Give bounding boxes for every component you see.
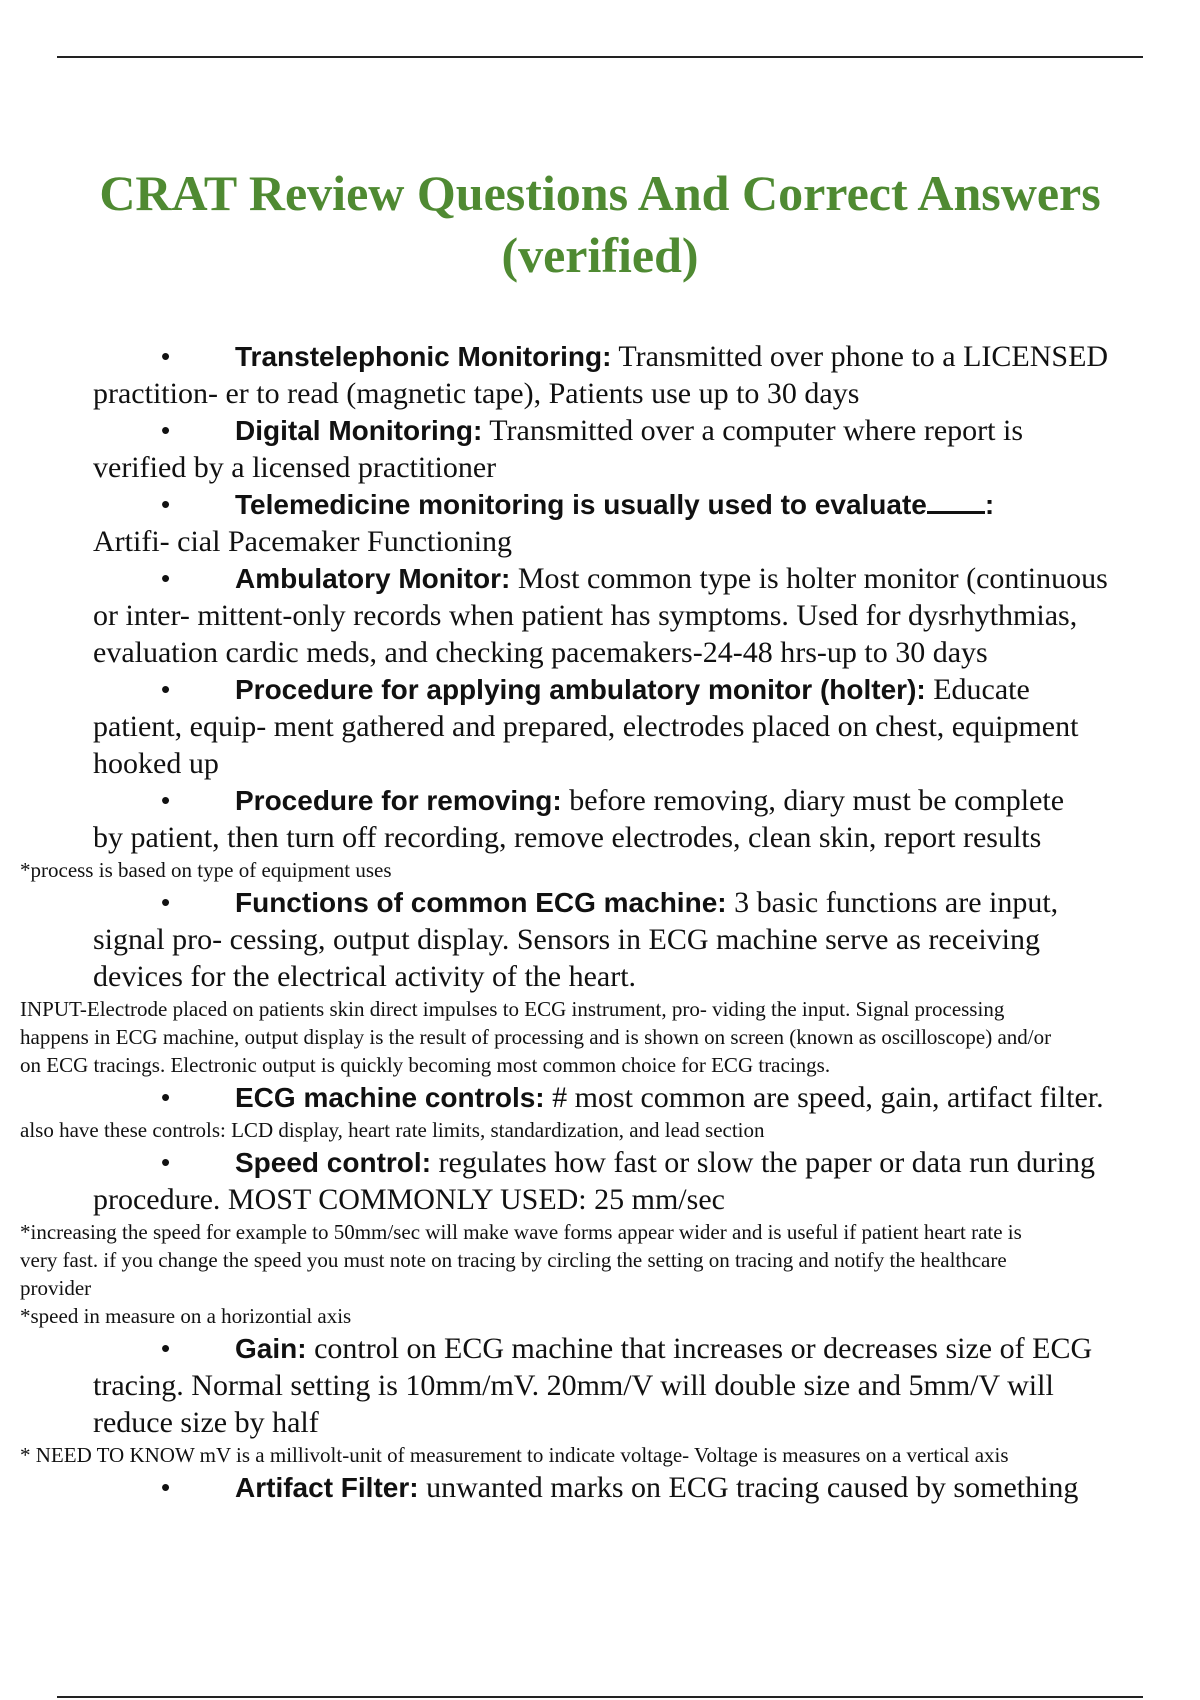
item-lead-line [0, 486, 1200, 523]
document-body [0, 338, 1200, 1506]
item-continuation: procedure. MOST COMMONLY USED: 25 mm/sec [93, 1183, 725, 1216]
item-continuation: hooked up [93, 747, 219, 780]
list-item [0, 1469, 1200, 1506]
item-lead-line [0, 782, 1200, 819]
item-note: *speed in measure on a horizontial axis [20, 1304, 352, 1328]
item-term: Ambulatory Monitor: [235, 563, 511, 594]
list-item [0, 412, 1200, 486]
list-item [0, 782, 1200, 884]
item-lead-line [0, 560, 1200, 597]
item-lead-text: Educate [925, 673, 1030, 706]
item-lead-text: 3 basic functions are input, [726, 886, 1059, 919]
item-note: *increasing the speed for example to 50mm/sec will make wave forms appear wider and is useful if patient heart rate is [20, 1220, 1022, 1244]
item-term: Procedure for removing: [235, 785, 562, 816]
bullet-icon: • [161, 674, 171, 704]
list-item [0, 884, 1200, 1079]
item-continuation: by patient, then turn off recording, remove electrodes, clean skin, report results [93, 821, 1042, 854]
item-note: happens in ECG machine, output display is the result of processing and is shown on screen (known as oscilloscope) and/or [20, 1025, 1052, 1049]
item-continuation: or inter- mittent-only records when patient has symptoms. Used for dysrhythmias, [93, 599, 1078, 632]
title-line-1: CRAT Review Questions And Correct Answers [99, 165, 1101, 221]
title-line-2: (verified) [501, 227, 699, 283]
item-term: Gain: [235, 1333, 307, 1364]
item-continuation: verified by a licensed practitioner [93, 451, 497, 484]
item-continuation: evaluation cardic meds, and checking pacemakers-24-48 hrs-up to 30 days [93, 636, 988, 669]
item-note: very fast. if you change the speed you must note on tracing by circling the setting on tracing and notify the healthcare [20, 1248, 1007, 1272]
item-lead-text: control on ECG machine that increases or decreases size of ECG [306, 1332, 1093, 1365]
bullet-icon: • [161, 887, 171, 917]
bullet-icon: • [161, 1472, 171, 1502]
bullet-icon: • [161, 341, 171, 371]
item-continuation: practition- er to read (magnetic tape), Patients use up to 30 days [93, 377, 860, 410]
item-continuation: Artifi- cial Pacemaker Functioning [93, 525, 513, 558]
bullet-icon: • [161, 489, 171, 519]
item-lead-text: # most common are speed, gain, artifact filter. [544, 1081, 1104, 1114]
bullet-icon: • [161, 1333, 171, 1363]
item-lead-line [0, 1330, 1200, 1367]
fill-in-blank [927, 491, 985, 514]
item-lead-line [0, 671, 1200, 708]
item-term: Functions of common ECG machine: [235, 887, 727, 918]
item-term: Speed control: [235, 1147, 432, 1178]
bottom-rule [57, 1696, 1143, 1698]
item-lead-text: unwanted marks on ECG tracing caused by something [418, 1471, 1079, 1504]
list-item [0, 338, 1200, 412]
item-lead-line [0, 1079, 1200, 1116]
item-note: INPUT-Electrode placed on patients skin direct impulses to ECG instrument, pro- viding the input. Signal processing [20, 997, 1005, 1021]
document-title [40, 162, 1160, 286]
top-rule [57, 56, 1143, 58]
list-item [0, 486, 1200, 560]
bullet-icon: • [161, 1147, 171, 1177]
list-item [0, 671, 1200, 782]
list-item [0, 560, 1200, 671]
item-lead-text: Most common type is holter monitor (continuous [510, 562, 1108, 595]
bullet-icon: • [161, 415, 171, 445]
bullet-icon: • [161, 1082, 171, 1112]
item-lead-text: regulates how fast or slow the paper or data run during [431, 1146, 1095, 1179]
item-term-suffix: : [984, 489, 995, 520]
bullet-icon: • [161, 563, 171, 593]
item-note: provider [20, 1276, 92, 1300]
item-term: Digital Monitoring: [235, 415, 483, 446]
item-continuation: patient, equip- ment gathered and prepared, electrodes placed on chest, equipment [93, 710, 1079, 743]
list-item [0, 1079, 1200, 1144]
item-continuation: signal pro- cessing, output display. Sensors in ECG machine serve as receiving [93, 923, 1041, 956]
item-lead-text: before removing, diary must be complete [561, 784, 1065, 817]
item-note: * NEED TO KNOW mV is a millivolt-unit of measurement to indicate voltage- Voltage is measures on a vertical axis [20, 1443, 1009, 1467]
item-lead-line [0, 412, 1200, 449]
item-lead-text: Transmitted over a computer where report is [482, 414, 1023, 447]
item-lead-line [0, 1144, 1200, 1181]
list-item [0, 1330, 1200, 1469]
item-lead-line [0, 1469, 1200, 1506]
item-lead-line [0, 338, 1200, 375]
item-continuation: devices for the electrical activity of the heart. [93, 960, 637, 993]
item-lead-line [0, 884, 1200, 921]
item-continuation: reduce size by half [93, 1406, 319, 1439]
item-note: on ECG tracings. Electronic output is quickly becoming most common choice for ECG tracings. [20, 1053, 831, 1077]
list-item [0, 1144, 1200, 1330]
item-term: Transtelephonic Monitoring: [235, 341, 612, 372]
item-term: Telemedicine monitoring is usually used to evaluate [235, 489, 927, 520]
item-note: *process is based on type of equipment uses [20, 858, 392, 882]
item-term: Artifact Filter: [235, 1472, 419, 1503]
item-term: Procedure for applying ambulatory monitor (holter): [235, 674, 926, 705]
item-term: ECG machine controls: [235, 1082, 545, 1113]
item-continuation: tracing. Normal setting is 10mm/mV. 20mm/V will double size and 5mm/V will [93, 1369, 1054, 1402]
item-note: also have these controls: LCD display, heart rate limits, standardization, and lead section [20, 1118, 765, 1142]
item-lead-text: Transmitted over phone to a LICENSED [611, 340, 1109, 373]
bullet-icon: • [161, 785, 171, 815]
